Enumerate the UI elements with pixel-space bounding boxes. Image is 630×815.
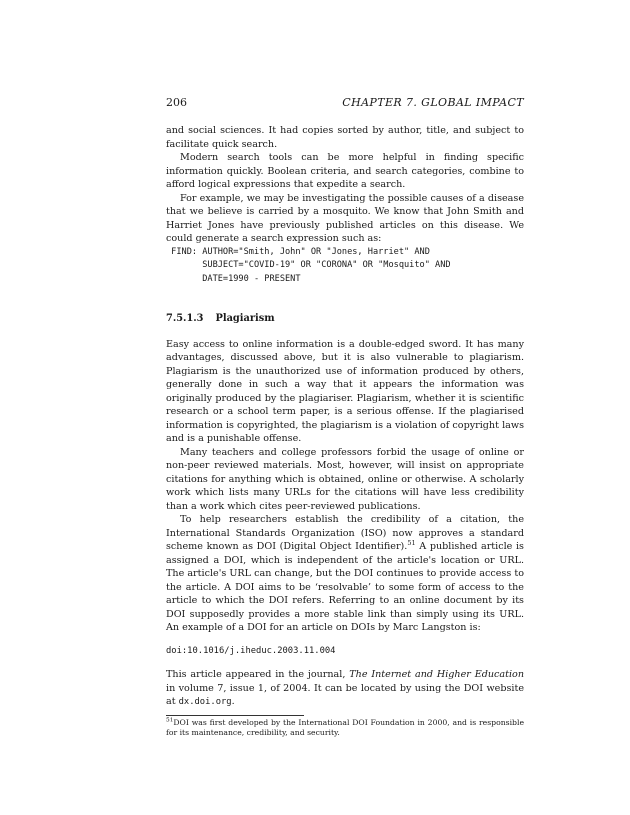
search-expression-code [166,246,524,287]
paragraph [166,513,524,635]
footnote-text: DOI was first developed by the International DOI Foundation in 2000, and is responsible for its maintenance, credibility, and security. [166,717,524,737]
paragraph: For example, we may be investigating the possible causes of a disease that we believe is carried by a mosquito. We know that John Smith and Harriet Jones have previously published articles on this disease. We could generate a search expression such as: [166,192,524,244]
doi-example: doi:10.1016/j.iheduc.2003.11.004 [166,645,336,656]
paragraph [166,668,524,710]
section-heading [166,312,524,326]
page-number: 206 [166,96,187,109]
paragraph-text: . [231,696,235,707]
page-body [166,124,524,738]
chapter-title: CHAPTER 7. GLOBAL IMPACT [342,96,524,109]
section-number: 7.5.1.3 [166,313,204,324]
paragraph: Modern search tools can be more helpful in finding specific information quickly. Boolean criteria, and search categories, combine to afford logical expressions that expedite a search. [166,152,524,190]
paragraph-text: This article appeared in the journal, [166,669,350,680]
running-header [166,96,524,112]
code-line: DATE=1990 - PRESENT [166,273,301,284]
code-line: FIND: AUTHOR="Smith, John" OR "Jones, Harriet" AND [166,246,430,257]
paragraph: and social sciences. It had copies sorted by author, title, and subject to facilitate quick search. [166,125,524,150]
paragraph-text: in volume 7, issue 1, of 2004. It can be located by using the DOI website at [166,682,524,707]
paragraph-text: To help researchers establish the credibility of a citation, the International Standards Organization (ISO) now approves a standard scheme known as DOI (Digital Object Identifier). [166,514,524,552]
paragraph: Many teachers and college professors forbid the usage of online or non-peer reviewed materials. Most, however, will insist on appropriate citations for anything which is obtained, online or otherwise. A scholarly work which lists many URLs for the citations will have less credibility than a work which cites peer-reviewed publications. [166,446,524,512]
doi-website: dx.doi.org [178,697,232,707]
footnote-divider [166,715,304,716]
code-line: SUBJECT="COVID-19" OR "CORONA" OR "Mosquito" AND [166,260,451,270]
journal-title: The Internet and Higher Education [349,669,525,680]
paragraph: Easy access to online information is a double-edged sword. It has many advantages, discussed above, but it is also vulnerable to plagiarism. Plagiarism is the unauthorized use of information produced by others, generally done in such a way that it appears the information was originally produced by the plagiariser. Plagiarism, whether it is scientific research or a school term paper, is a serious offense. If the plagiarised information is copyrighted, the plagiarism is a violation of copyright laws and is a punishable offense. [166,338,524,444]
footnote-mark: 51 [166,716,174,723]
footnote-reference[interactable]: 51 [407,538,416,547]
footnote [166,718,524,738]
paragraph-text: A published article is assigned a DOI, which is independent of the article's location or URL. The article's URL can change, but the DOI continues to provide access to the article. A DOI aims to be ‘resolvable’ to some form of access to the article to which the DOI refers. Referring to an online document by its DOI supposedly provides a more stable link than simply using its URL. An example of a DOI for an article on DOIs by Marc Langston is: [166,541,524,633]
section-title: Plagiarism [215,313,275,324]
